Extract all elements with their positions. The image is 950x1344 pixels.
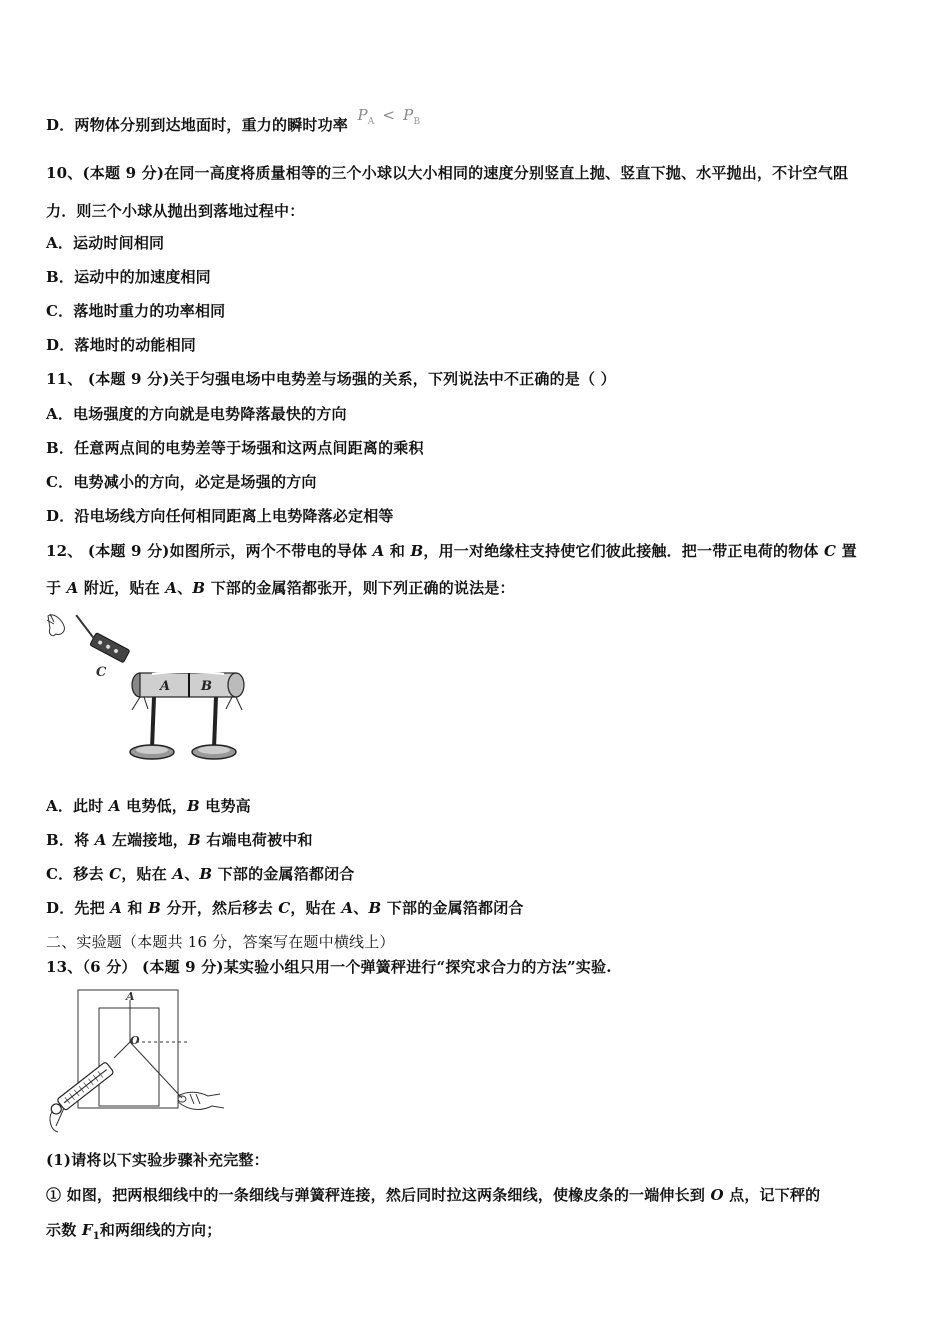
q12-option-d: D．先把 A 和 B 分开，然后移去 C，贴在 A、B 下部的金属箔都闭合 (46, 899, 524, 917)
q13-part1: (1)请将以下实验步骤补充完整： (46, 1151, 269, 1169)
label-c: C (96, 665, 107, 680)
q10-option-d: D．落地时的动能相同 (46, 336, 197, 354)
q13-stem: 13、（6 分） (本题 9 分)某实验小组只用一个弹簧秤进行“探究求合力的方法”实验. (46, 958, 612, 976)
hand-right-icon (178, 1092, 224, 1109)
hand-icon (47, 614, 64, 636)
q10-stem-line2: 力．则三个小球从抛出到落地过程中： (46, 202, 305, 220)
board-frame (78, 990, 178, 1108)
section-2-heading: 二、实验题（本题共 16 分，答案写在题中横线上） (46, 933, 395, 951)
q12-stem-line2: 于 A 附近，贴在 A、B 下部的金属箔都张开，则下列正确的说法是： (46, 579, 515, 597)
label-a: A (126, 990, 135, 1003)
q10-option-b: B．运动中的加速度相同 (46, 268, 211, 286)
q12-conductors-figure (44, 608, 254, 768)
q12-option-a: A．此时 A 电势低，B 电势高 (46, 797, 251, 815)
q11-option-c: C．电势减小的方向，必定是场强的方向 (46, 473, 317, 491)
conductor-ab (132, 672, 244, 697)
label-o: O (130, 1034, 140, 1047)
spring-balance (48, 1062, 114, 1118)
q10-option-a: A．运动时间相同 (46, 234, 165, 252)
label-b: B (201, 679, 212, 694)
strings (114, 1042, 182, 1098)
q9-option-d-text: D．两物体分别到达地面时，重力的瞬时功率 (46, 116, 349, 134)
q13-step1-line2: 示数 $F_1$和两细线的方向； (46, 1221, 222, 1242)
q10-stem-line1: 10、(本题 9 分)在同一高度将质量相等的三个小球以大小相同的速度分别竖直上抛、竖直下抛、水平抛出，不计空气阻 (46, 164, 849, 182)
q12-option-b: B．将 A 左端接地，B 右端电荷被中和 (46, 831, 313, 849)
q13-spring-balance-figure (44, 986, 244, 1134)
charged-rod-c (67, 615, 133, 663)
q12-stem-line1: 12、 (本题 9 分)如图所示，两个不带电的导体 A 和 B，用一对绝缘柱支持使它们彼此接触．把一带正电荷的物体 C 置 (46, 542, 857, 560)
q11-option-b: B．任意两点间的电势差等于场强和这两点间距离的乘积 (46, 439, 424, 457)
power-inequality: $P_A < P_B$ (357, 106, 421, 127)
q11-stem: 11、 (本题 9 分)关于匀强电场中电势差与场强的关系，下列说法中不正确的是（ ） (46, 370, 616, 388)
metal-foils (132, 697, 242, 710)
q13-step1-line1: ① 如图，把两根细线中的一条细线与弹簧秤连接，然后同时拉这两条细线，使橡皮条的一端伸长到 O 点，记下秤的 (46, 1186, 821, 1204)
q11-option-d: D．沿电场线方向任何相同距离上电势降落必定相等 (46, 507, 394, 525)
q12-option-c: C．移去 C，贴在 A、B 下部的金属箔都闭合 (46, 865, 355, 883)
q11-option-a: A．电场强度的方向就是电势降落最快的方向 (46, 405, 347, 423)
q10-option-c: C．落地时重力的功率相同 (46, 302, 226, 320)
insulating-stands (130, 697, 236, 759)
label-a: A (160, 679, 171, 694)
q9-option-d (46, 106, 421, 137)
